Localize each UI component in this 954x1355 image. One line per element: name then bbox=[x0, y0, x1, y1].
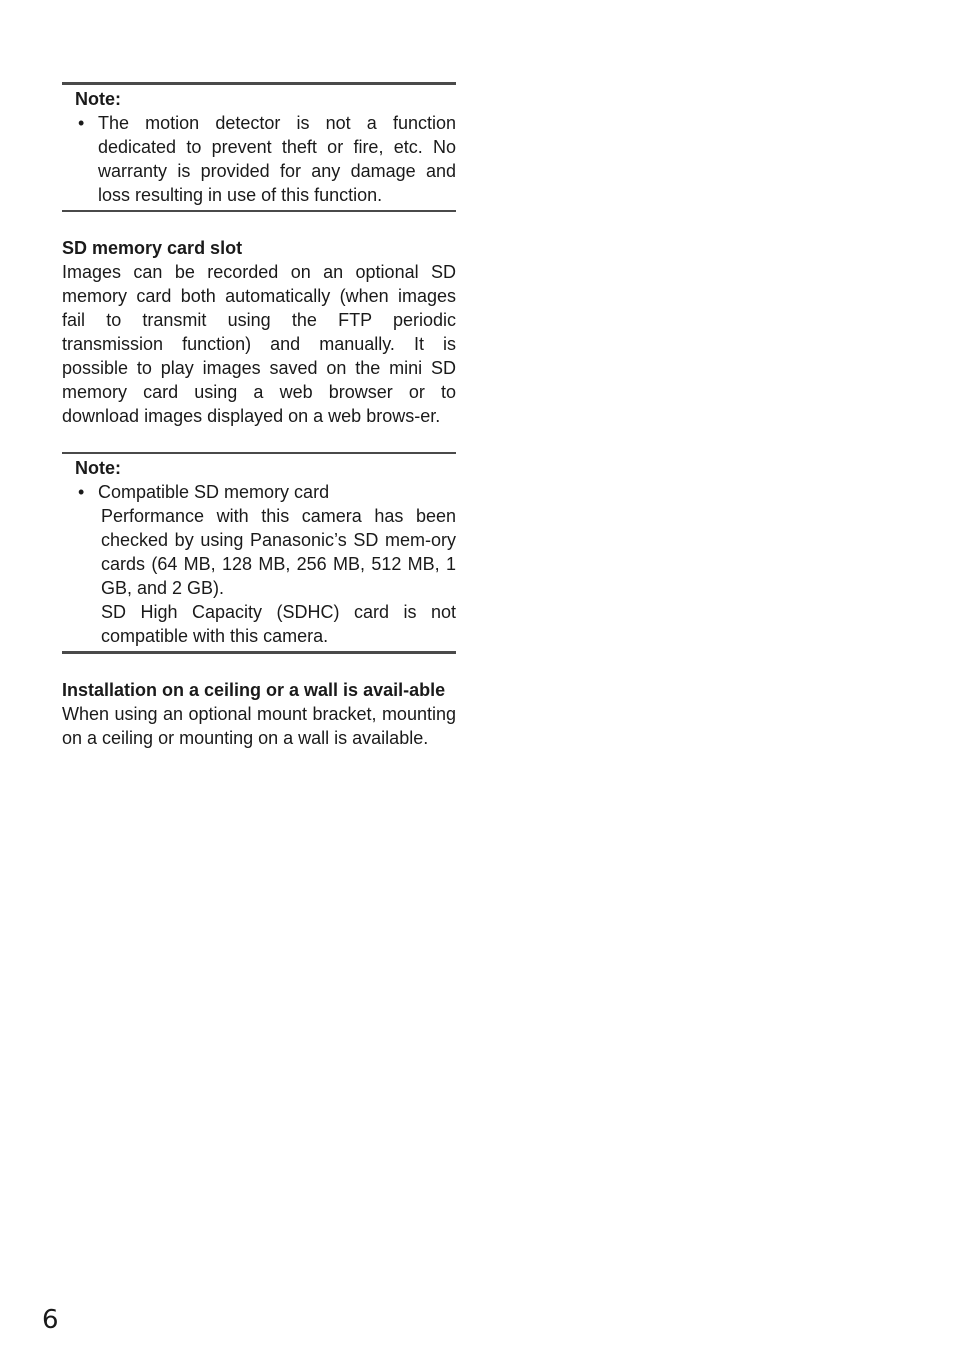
section-body: Images can be recorded on an optional SD memory card both automatically (when images fail to transmit using the FTP periodic transmission function) and manually. It is possible to play images saved on the mini SD memory card using a web browser or to download images displayed on a web brows-er. bbox=[62, 262, 456, 426]
note-paragraph: Performance with this camera has been checked by using Panasonic’s SD mem-ory cards (64 MB, 128 MB, 256 MB, 512 MB, 1 GB, and 2 GB). bbox=[101, 506, 456, 598]
note-title: Note: bbox=[75, 89, 121, 109]
note-box-compatible-sd bbox=[62, 452, 456, 654]
note-text: The motion detector is not a function dedicated to prevent theft or fire, etc. No warranty is provided for any damage and loss resulting in use of this function. bbox=[98, 113, 456, 205]
note-bullet-item bbox=[78, 111, 456, 207]
note-item-label: Compatible SD memory card bbox=[98, 482, 330, 502]
note-bullet-item bbox=[78, 480, 456, 504]
section-body: When using an optional mount bracket, mounting on a ceiling or mounting on a wall is available. bbox=[62, 704, 456, 748]
main-column bbox=[62, 82, 456, 750]
page-number: 6 bbox=[42, 1305, 59, 1335]
note-box-motion-detector bbox=[62, 82, 456, 212]
section-sd-memory-card-slot bbox=[62, 236, 456, 428]
section-heading: SD memory card slot bbox=[62, 238, 243, 258]
bullet-icon: • bbox=[78, 482, 85, 502]
note-paragraph: SD High Capacity (SDHC) card is not compatible with this camera. bbox=[101, 602, 456, 646]
section-installation bbox=[62, 678, 456, 750]
bullet-icon: • bbox=[78, 113, 85, 133]
section-heading: Installation on a ceiling or a wall is avail-able bbox=[62, 680, 446, 700]
note-title: Note: bbox=[75, 458, 121, 478]
